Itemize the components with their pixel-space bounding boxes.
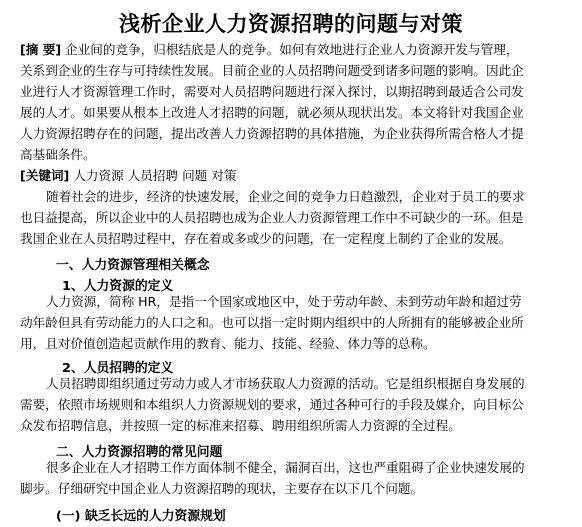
abstract-paragraph bbox=[20, 40, 576, 165]
intro-line: 我国企业在人员招聘过程中，存在着或多或少的问题，在一定程度上制约了企业的发展。 bbox=[20, 230, 512, 246]
subsection-heading: 1、人力资源的定义 bbox=[62, 279, 174, 294]
subsection-heading: 2、人员招聘的定义 bbox=[62, 361, 174, 376]
recruitment-definition-paragraph bbox=[20, 374, 576, 437]
body-line: 人力资源，简称 HR，是指一个国家或地区中，处于劳动年龄、未到劳动年龄和超过劳 bbox=[46, 294, 522, 309]
document-title: 浅析企业人力资源招聘的问题与对策 bbox=[119, 11, 463, 36]
intro-line: 随着社会的进步，经济的快速发展，企业之间的竞争力日趋激烈，企业对于员工的要求 bbox=[46, 189, 525, 204]
abstract-line: 人力资源招聘存在的问题，提出改善人力资源招聘的具体措施，为企业获得所需合格人才提 bbox=[20, 125, 524, 141]
body-line: 需要，依照市场规则和本组织人力资源规划的要求，通过各种可行的手段及媒介，向目标公 bbox=[20, 396, 524, 412]
keywords-line bbox=[20, 166, 576, 187]
body-line: 人员招聘即组织通过劳动力或人才市场获取人力资源的活动。它是组织根据自身发展的 bbox=[46, 376, 525, 391]
abstract-line: 关系到企业的生存与可持续性发展。目前企业的人员招聘问题受到诸多问题的影响。因此企 bbox=[20, 62, 524, 78]
intro-line: 也日益提高，所以企业中的人员招聘也成为企业人力资源管理工作中不可缺少的一环。但是 bbox=[20, 209, 524, 225]
keywords-text: 人力资源 人员招聘 问题 对策 bbox=[73, 168, 237, 183]
abstract-line: 展的人才。如果要从根本上改进人才招聘的问题，就必须从现状出发。本文将针对我国企业 bbox=[20, 104, 524, 120]
abstract-label: [摘 要] bbox=[20, 42, 62, 57]
body-line: 很多企业在人才招聘工作方面体制不健全，漏洞百出，这也严重阻碍了企业快速发展的 bbox=[46, 460, 525, 475]
hr-definition-paragraph bbox=[20, 292, 576, 355]
common-problems-paragraph bbox=[20, 458, 576, 500]
section-heading: 一、人力资源管理相关概念 bbox=[56, 258, 210, 273]
section-heading: 二、人力资源招聘的常见问题 bbox=[56, 445, 223, 460]
abstract-line: 业进行人才资源管理工作时，需要对人员招聘问题进行深入探讨，以期招聘到最适合公司发 bbox=[20, 83, 524, 99]
body-line: 脚步。仔细研究中国企业人力资源招聘的现状，主要存在以下几个问题。 bbox=[20, 480, 423, 496]
body-line: 动年龄但具有劳动能力的人口之和。也可以指一定时期内组织中的人所拥有的能够被企业所 bbox=[20, 314, 524, 330]
keywords-label: [关键词] bbox=[20, 168, 70, 183]
abstract-line: 企业间的竞争，归根结底是人的竞争。如何有效地进行企业人力资源开发与管理， bbox=[65, 42, 519, 57]
body-line: 众发布招聘信息，并按照一定的标准来招募、聘用组织所需人力资源的全过程。 bbox=[20, 417, 461, 433]
abstract-line: 高基础条件。 bbox=[20, 146, 96, 162]
subsection-heading: (一) 缺乏长远的人力资源规划 bbox=[56, 509, 226, 524]
intro-paragraph bbox=[20, 187, 576, 250]
body-line: 用，且对价值创造起贡献作用的教育、能力、技能、经验、体力等的总称。 bbox=[20, 335, 436, 351]
